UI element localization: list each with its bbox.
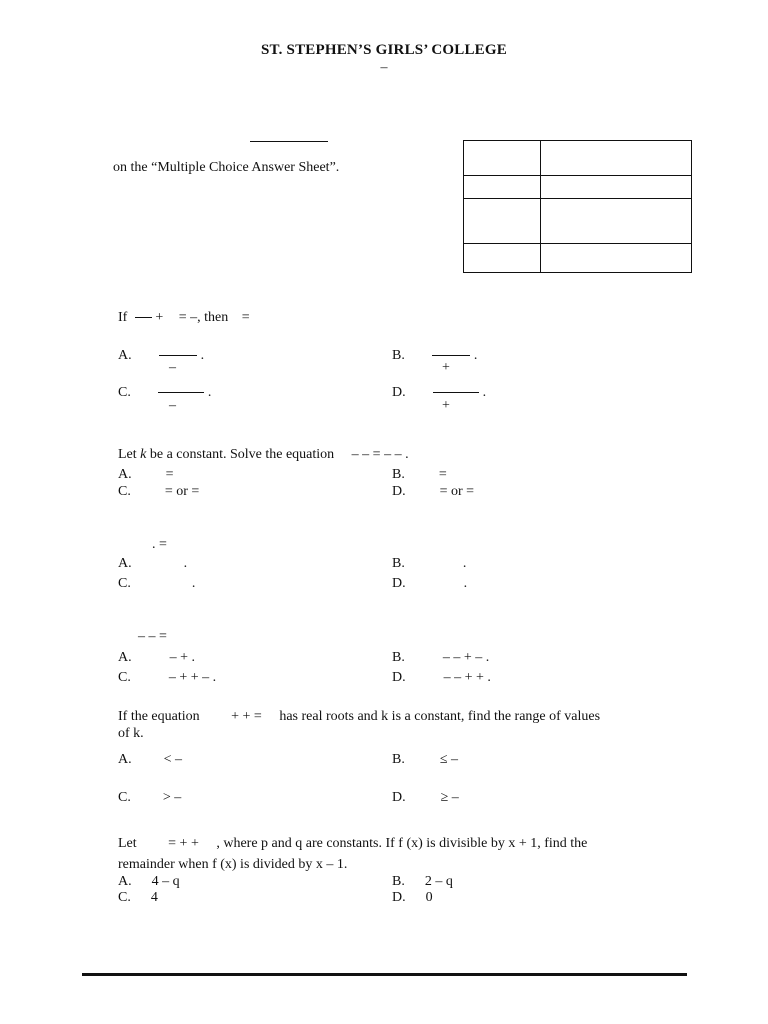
option-text: . bbox=[463, 576, 468, 591]
q6-stem-pre: Let bbox=[118, 836, 137, 851]
q4-option-c bbox=[118, 670, 216, 686]
option-label: D. bbox=[392, 484, 406, 499]
option-label: D. bbox=[392, 790, 406, 805]
option-text: – – + – . bbox=[442, 650, 490, 665]
q2-stem-tail: – – = – – . bbox=[351, 447, 409, 462]
q1-option-c-denominator: – bbox=[169, 398, 176, 413]
option-label: D. bbox=[392, 576, 406, 591]
q5-option-a bbox=[118, 752, 182, 768]
option-label: A. bbox=[118, 348, 132, 363]
q6-option-a bbox=[118, 874, 180, 890]
q3-option-a bbox=[118, 556, 187, 572]
q1-option-c bbox=[118, 385, 211, 401]
q2-stem-pre: Let bbox=[118, 447, 137, 462]
q1-option-d-denominator: + bbox=[442, 398, 450, 413]
option-label: B. bbox=[392, 556, 405, 571]
option-text: 2 – q bbox=[424, 874, 453, 889]
option-label: C. bbox=[118, 890, 131, 905]
q6-stem-line2: remainder when f (x) is divided by x – 1. bbox=[118, 857, 348, 872]
q6-stem bbox=[118, 836, 587, 852]
instructions-text: on the “Multiple Choice Answer Sheet”. bbox=[113, 160, 340, 175]
score-cell bbox=[541, 244, 692, 273]
q1-option-a-denominator: – bbox=[169, 360, 176, 375]
score-table bbox=[463, 140, 692, 273]
option-label: A. bbox=[118, 874, 132, 889]
q2-stem bbox=[118, 447, 409, 463]
option-text: . bbox=[191, 576, 196, 591]
q1-stem-eq: = – bbox=[178, 310, 198, 325]
score-cell bbox=[464, 176, 541, 199]
q1-option-d bbox=[392, 385, 486, 401]
option-text: – + + – . bbox=[168, 670, 217, 685]
option-text: = or = bbox=[164, 484, 200, 499]
score-cell bbox=[464, 141, 541, 176]
option-text: . bbox=[200, 348, 205, 363]
q2-option-c bbox=[118, 484, 199, 500]
option-label: A. bbox=[118, 752, 132, 767]
q5-stem-mid: + + = bbox=[231, 709, 262, 724]
option-text: . bbox=[462, 556, 467, 571]
q1-stem-plus: + bbox=[155, 310, 164, 325]
q1-stem-eq2: = bbox=[241, 310, 250, 325]
option-text: 0 bbox=[425, 890, 433, 905]
q6-option-d bbox=[392, 890, 433, 906]
q5-option-c bbox=[118, 790, 181, 806]
q1-stem bbox=[118, 310, 250, 326]
q3-option-c bbox=[118, 576, 195, 592]
option-text: = bbox=[438, 467, 447, 482]
q2-stem-post: be a constant. Solve the equation bbox=[149, 447, 335, 462]
score-cell bbox=[464, 244, 541, 273]
q4-option-a bbox=[118, 650, 195, 666]
option-text: 4 – q bbox=[151, 874, 180, 889]
option-text: 4 bbox=[150, 890, 158, 905]
q6-option-b bbox=[392, 874, 453, 890]
option-label: B. bbox=[392, 874, 405, 889]
score-cell bbox=[541, 199, 692, 244]
q5-stem-line2: of k. bbox=[118, 726, 144, 741]
q5-option-d bbox=[392, 790, 459, 806]
score-cell bbox=[464, 199, 541, 244]
fraction-bar bbox=[135, 317, 152, 318]
q4-stem: – – = bbox=[138, 629, 167, 644]
option-text: ≤ – bbox=[439, 752, 459, 767]
underline-rule bbox=[250, 141, 328, 142]
option-label: C. bbox=[118, 484, 131, 499]
option-label: B. bbox=[392, 650, 405, 665]
option-text: – + . bbox=[169, 650, 196, 665]
option-text: = or = bbox=[439, 484, 475, 499]
option-label: C. bbox=[118, 385, 131, 400]
q1-option-b-denominator: + bbox=[442, 360, 450, 375]
option-label: A. bbox=[118, 467, 132, 482]
q5-stem-pre: If the equation bbox=[118, 709, 200, 724]
q4-option-d bbox=[392, 670, 491, 686]
option-text: < – bbox=[163, 752, 183, 767]
option-label: D. bbox=[392, 670, 406, 685]
footer-rule bbox=[82, 973, 687, 976]
q1-stem-then: , then bbox=[197, 310, 229, 325]
q1-option-a bbox=[118, 348, 204, 364]
q3-option-d bbox=[392, 576, 467, 592]
option-label: C. bbox=[118, 670, 131, 685]
q2-option-b bbox=[392, 467, 447, 483]
q2-option-d bbox=[392, 484, 474, 500]
q1-option-b bbox=[392, 348, 477, 364]
q2-option-a bbox=[118, 467, 174, 483]
option-label: D. bbox=[392, 385, 406, 400]
q6-stem-post: , where p and q are constants. If f (x) is divisible by x + 1, find the bbox=[216, 836, 588, 851]
fraction-bar bbox=[432, 355, 470, 356]
option-text: – – + + . bbox=[443, 670, 491, 685]
option-text: . bbox=[207, 385, 212, 400]
option-label: A. bbox=[118, 556, 132, 571]
score-cell bbox=[541, 141, 692, 176]
option-text: . bbox=[473, 348, 478, 363]
option-label: A. bbox=[118, 650, 132, 665]
q5-stem-post: has real roots and k is a constant, find the range of values bbox=[279, 709, 601, 724]
q6-option-c bbox=[118, 890, 158, 906]
option-label: B. bbox=[392, 752, 405, 767]
q3-option-b bbox=[392, 556, 466, 572]
option-text: . bbox=[482, 385, 487, 400]
q5-option-b bbox=[392, 752, 458, 768]
q5-stem bbox=[118, 709, 600, 725]
option-text: . bbox=[183, 556, 188, 571]
option-label: B. bbox=[392, 467, 405, 482]
option-label: C. bbox=[118, 790, 131, 805]
q2-stem-k: k bbox=[140, 447, 147, 462]
fraction-bar bbox=[433, 392, 479, 393]
q3-stem: . = bbox=[152, 537, 167, 552]
q6-stem-mid: = + + bbox=[168, 836, 199, 851]
fraction-bar bbox=[158, 392, 204, 393]
option-label: D. bbox=[392, 890, 406, 905]
option-text: > – bbox=[162, 790, 182, 805]
option-text: ≥ – bbox=[440, 790, 459, 805]
option-label: C. bbox=[118, 576, 131, 591]
q4-option-b bbox=[392, 650, 489, 666]
score-cell bbox=[541, 176, 692, 199]
q1-stem-if: If bbox=[118, 310, 128, 325]
school-title: ST. STEPHEN’S GIRLS’ COLLEGE bbox=[261, 42, 507, 58]
title-dash: – bbox=[380, 60, 388, 75]
option-text: = bbox=[165, 467, 174, 482]
option-label: B. bbox=[392, 348, 405, 363]
fraction-bar bbox=[159, 355, 197, 356]
